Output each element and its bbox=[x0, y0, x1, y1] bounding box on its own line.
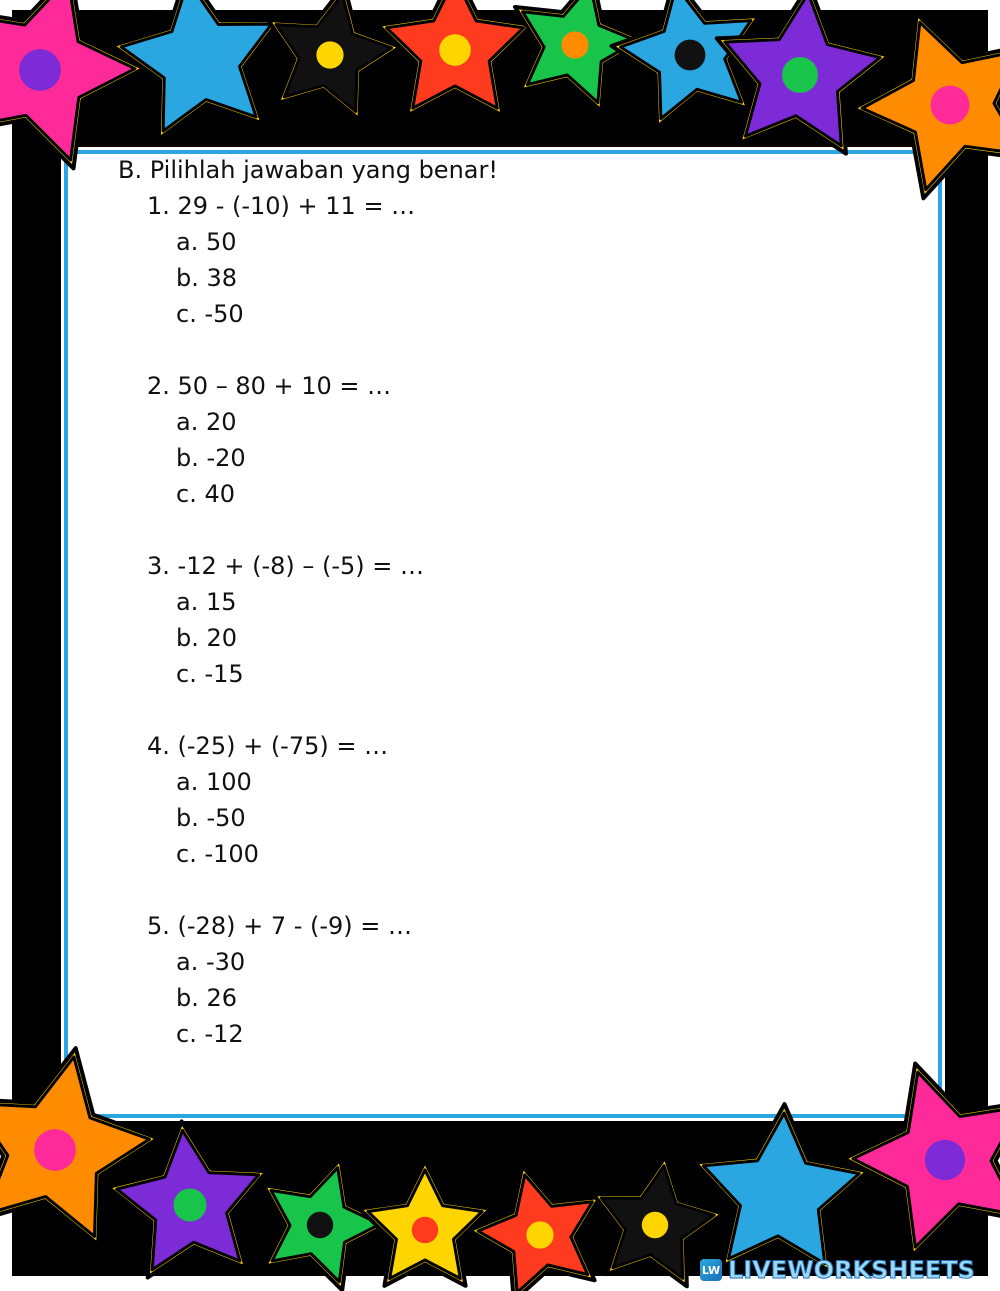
option-a[interactable]: a. -30 bbox=[176, 948, 246, 976]
star-dot bbox=[931, 86, 970, 125]
liveworksheets-logo bbox=[700, 1257, 975, 1283]
option-c[interactable]: c. -12 bbox=[176, 1020, 244, 1048]
section-heading: B. Pilihlah jawaban yang benar! bbox=[118, 156, 498, 184]
option-a[interactable]: a. 100 bbox=[176, 768, 252, 796]
spacer bbox=[118, 332, 898, 368]
option-c[interactable]: c. 40 bbox=[176, 480, 235, 508]
option-a[interactable]: a. 20 bbox=[176, 408, 237, 436]
option-b[interactable]: b. -50 bbox=[176, 804, 246, 832]
option-c[interactable]: c. -100 bbox=[176, 840, 259, 868]
brand-name: LIVEWORKSHEETS bbox=[728, 1256, 975, 1284]
star-dot bbox=[174, 1189, 207, 1222]
question-1 bbox=[118, 188, 898, 332]
spacer bbox=[118, 692, 898, 728]
spacer bbox=[118, 512, 898, 548]
star-dot bbox=[307, 1212, 333, 1238]
question-text: 5. (-28) + 7 - (-9) = … bbox=[147, 912, 413, 940]
star-dot bbox=[439, 34, 471, 66]
option-c[interactable]: c. -50 bbox=[176, 300, 244, 328]
question-5 bbox=[118, 908, 898, 1052]
question-2 bbox=[118, 368, 898, 512]
star-dot bbox=[561, 31, 588, 58]
star-dot bbox=[316, 41, 343, 68]
star-dot bbox=[782, 57, 818, 93]
question-text: 3. -12 + (-8) – (-5) = … bbox=[147, 552, 425, 580]
question-text: 1. 29 - (-10) + 11 = … bbox=[147, 192, 416, 220]
option-b[interactable]: b. 38 bbox=[176, 264, 238, 292]
star-dot bbox=[34, 1129, 76, 1171]
star-dot bbox=[412, 1217, 438, 1243]
question-4 bbox=[118, 728, 898, 872]
option-c[interactable]: c. -15 bbox=[176, 660, 244, 688]
star-shape bbox=[0, 0, 135, 160]
option-b[interactable]: b. -20 bbox=[176, 444, 246, 472]
star-dot bbox=[925, 1140, 965, 1180]
star-dot bbox=[642, 1212, 668, 1238]
question-3 bbox=[118, 548, 898, 692]
spacer bbox=[118, 872, 898, 908]
liveworksheets-logo-icon: LW bbox=[700, 1259, 722, 1281]
question-text: 2. 50 – 80 + 10 = … bbox=[147, 372, 392, 400]
star-dot bbox=[19, 49, 61, 91]
option-a[interactable]: a. 50 bbox=[176, 228, 237, 256]
question-text: 4. (-25) + (-75) = … bbox=[147, 732, 389, 760]
option-b[interactable]: b. 20 bbox=[176, 624, 238, 652]
option-a[interactable]: a. 15 bbox=[176, 588, 237, 616]
worksheet-content bbox=[118, 152, 898, 1052]
star-dot bbox=[526, 1221, 553, 1248]
star-dot bbox=[675, 40, 706, 71]
option-b[interactable]: b. 26 bbox=[176, 984, 238, 1012]
